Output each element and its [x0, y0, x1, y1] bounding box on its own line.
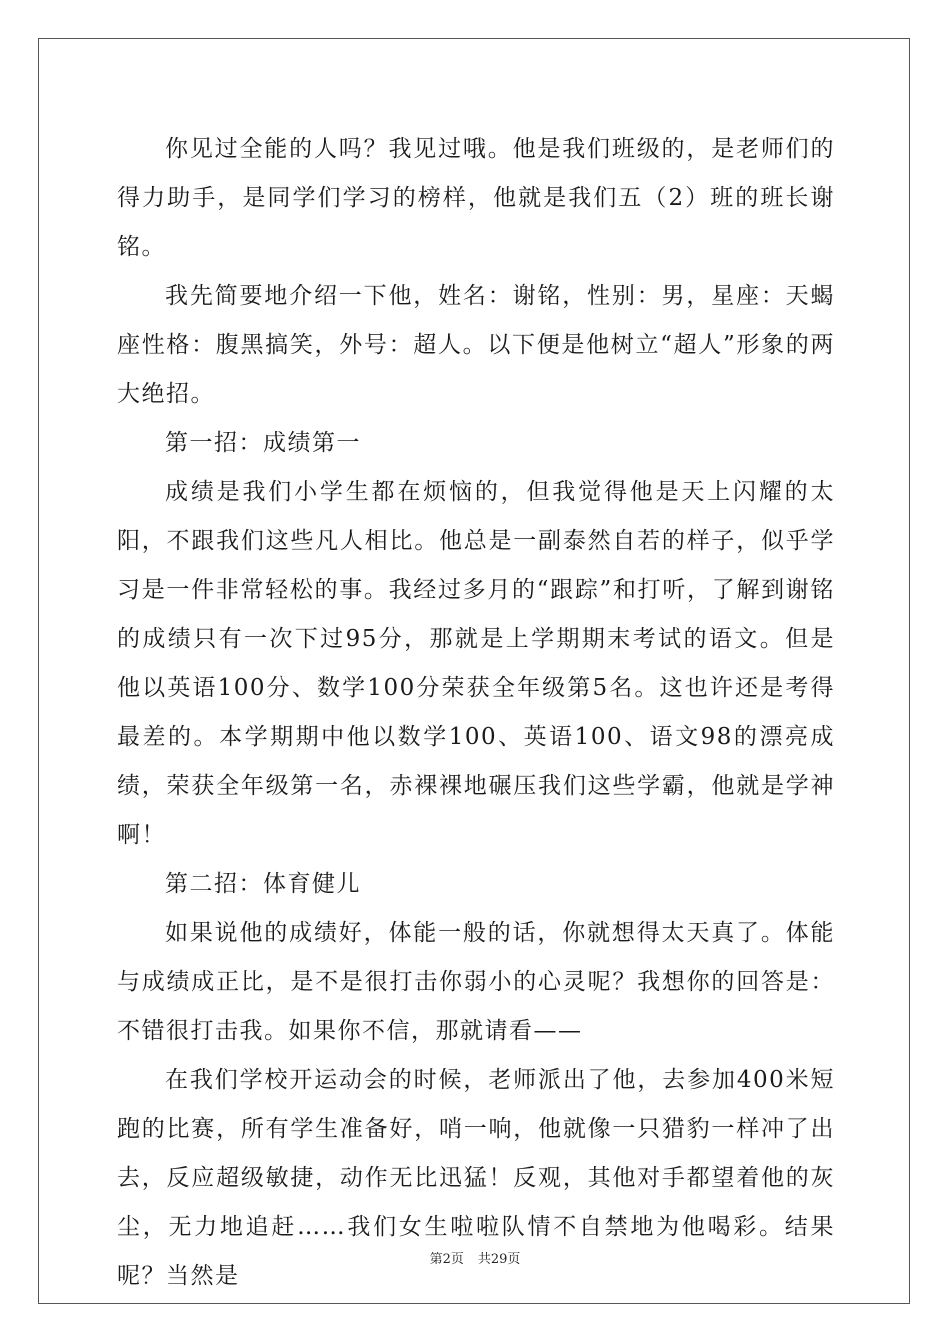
page-footer [0, 1248, 950, 1267]
paragraph-intro: 你见过全能的人吗？我见过哦。他是我们班级的，是老师们的得力助手，是同学们学习的榜样，他就是我们五（2）班的班长谢铭。 [117, 136, 835, 260]
paragraph-profile: 我先简要地介绍一下他，姓名：谢铭，性别：男，星座：天蝎座性格：腹黑搞笑，外号：超人。以下便是他树立“超人”形象的两大绝招。 [117, 283, 835, 407]
section-heading-first-skill: 第一招：成绩第一 [165, 430, 361, 456]
document-body [117, 125, 835, 1301]
section-heading-second-skill: 第二招：体育健儿 [165, 871, 361, 897]
page-total: 共29页 [477, 1252, 521, 1267]
page-number: 第2页 [429, 1252, 464, 1267]
paragraph-grades: 成绩是我们小学生都在烦恼的，但我觉得他是天上闪耀的太阳，不跟我们这些凡人相比。他总是一副泰然自若的样子，似乎学习是一件非常轻松的事。我经过多月的“跟踪”和打听，了解到谢铭的成绩只有一次下过95分，那就是上学期期末考试的语文。但是他以英语100分、数学100分荣获全年级第5名。这也许还是考得最差的。本学期期中他以数学100、英语100、语文98的漂亮成绩，荣获全年级第一名，赤裸裸地碾压我们这些学霸，他就是学神啊！ [117, 479, 835, 848]
paragraph-fitness: 如果说他的成绩好，体能一般的话，你就想得太天真了。体能与成绩成正比，是不是很打击你弱小的心灵呢？我想你的回答是：不错很打击我。如果你不信，那就请看—— [117, 920, 835, 1044]
paragraph-sports-meet: 在我们学校开运动会的时候，老师派出了他，去参加400米短跑的比赛，所有学生准备好，哨一响，他就像一只猎豹一样冲了出去，反应超级敏捷，动作无比迅猛！反观，其他对手都望着他的灰尘，无力地追赶……我们女生啦啦队情不自禁地为他喝彩。结果呢？当然是 [117, 1067, 835, 1289]
